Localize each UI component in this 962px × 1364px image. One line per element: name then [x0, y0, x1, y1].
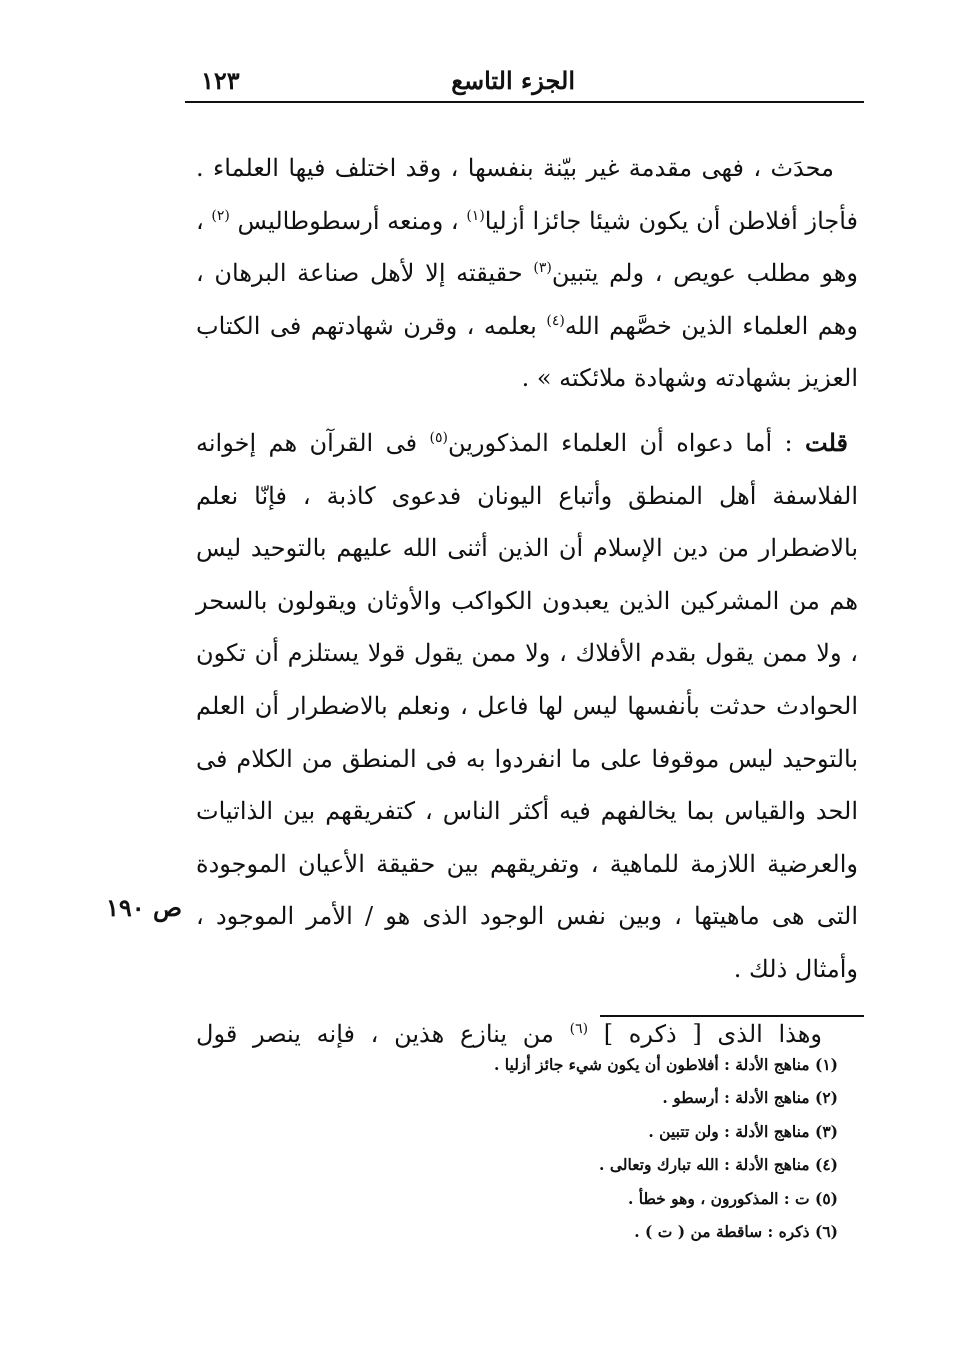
main-text [196, 142, 858, 1060]
paragraph-1 [196, 142, 858, 405]
footnote-ref: (٣) [533, 260, 552, 277]
footnote-ref: (٤) [546, 312, 565, 329]
text-run: حقيقته إلا لأهل صناعة البرهان ، وهم العلماء الذين خصَّهم الله [196, 259, 858, 340]
text-run: ، وهو مطلب عويص ، ولم يتبين [196, 206, 858, 288]
text-run: بعلمه ، وقرن شهادتهم فى الكتاب العزيز بشهادته وشهادة ملائكته » . [196, 311, 858, 393]
paragraph-2 [196, 417, 858, 996]
lead-word: قلت [805, 427, 848, 457]
footnote-rule [600, 1015, 864, 1017]
text-run: من ينازع هذين ، فإنه ينصر قول [196, 1019, 570, 1048]
text-run: وهذا الذى [ ذكره ] [588, 1019, 822, 1048]
footnote-4: (٤) مناهج الأدلة : الله تبارك وتعالى . [599, 1155, 838, 1175]
footnote-3: (٣) مناهج الأدلة : ولن تتبين . [648, 1121, 838, 1141]
footnotes [360, 1048, 838, 1248]
footnote-6: (٦) ذكره : ساقطة من ( ت ) . [634, 1222, 838, 1242]
margin-note: ص ١٩٠ [106, 893, 183, 922]
header-rule [185, 101, 864, 103]
text-run: فى القرآن هم إخوانه الفلاسفة أهل المنطق وأتباع اليونان فدعوى كاذبة ، فإنّا نعلم بالاضطرار من دين الإسلام أن الذين أثنى الله عليهم بالتوحيد ليس هم من المشركين الذين يعبدون الكواكب والأوثان ويقولون بالسحر ، ولا ممن يقول بقدم الأفلاك ، ولا ممن يقول قولا يستلزم أن تكون الحوادث حدثت بأنفسها ليس لها فاعل ، ونعلم بالاضطرار أن العلم بالتوحيد ليس موقوفا على ما انفردوا به فى المنطق من الكلام فى الحد والقياس بما يخالفهم فيه أكثر الناس ، كتفريقهم بين الذاتيات والعرضية اللازمة للماهية ، وتفريقهم بين حقيقة الأعيان الموجودة التى هى ماهيتها ، وبين نفس الوجود الذى هو / الأمر الموجود ، وأمثال ذلك . [196, 428, 859, 983]
footnote-ref: (٦) [569, 1020, 589, 1037]
footnote-ref: (٥) [429, 429, 448, 446]
footnote-ref: (٢) [211, 207, 230, 224]
text-run: محدَث ، فهى مقدمة غير بيّنة بنفسها ، وقد اختلف فيها العلماء . فأجاز أفلاطن أن يكون شيئا جائزا أزليا [196, 154, 859, 235]
text-run: ، ومنعه أرسطوطاليس [229, 206, 467, 235]
text-run: : أما دعواه أن العلماء المذكورين [447, 428, 806, 457]
running-title: الجزء التاسع [451, 66, 575, 95]
footnote-2: (٢) مناهج الأدلة : أرسطو . [662, 1088, 838, 1108]
page-number: ١٢٣ [201, 66, 240, 95]
footnote-1: (١) مناهج الأدلة : أفلاطون أن يكون شيء جائز أزليا . [494, 1055, 838, 1074]
page-header [185, 66, 865, 104]
footnote-5: (٥) ت : المذكورون ، وهو خطأ . [627, 1188, 838, 1208]
footnote-ref: (١) [466, 207, 485, 224]
